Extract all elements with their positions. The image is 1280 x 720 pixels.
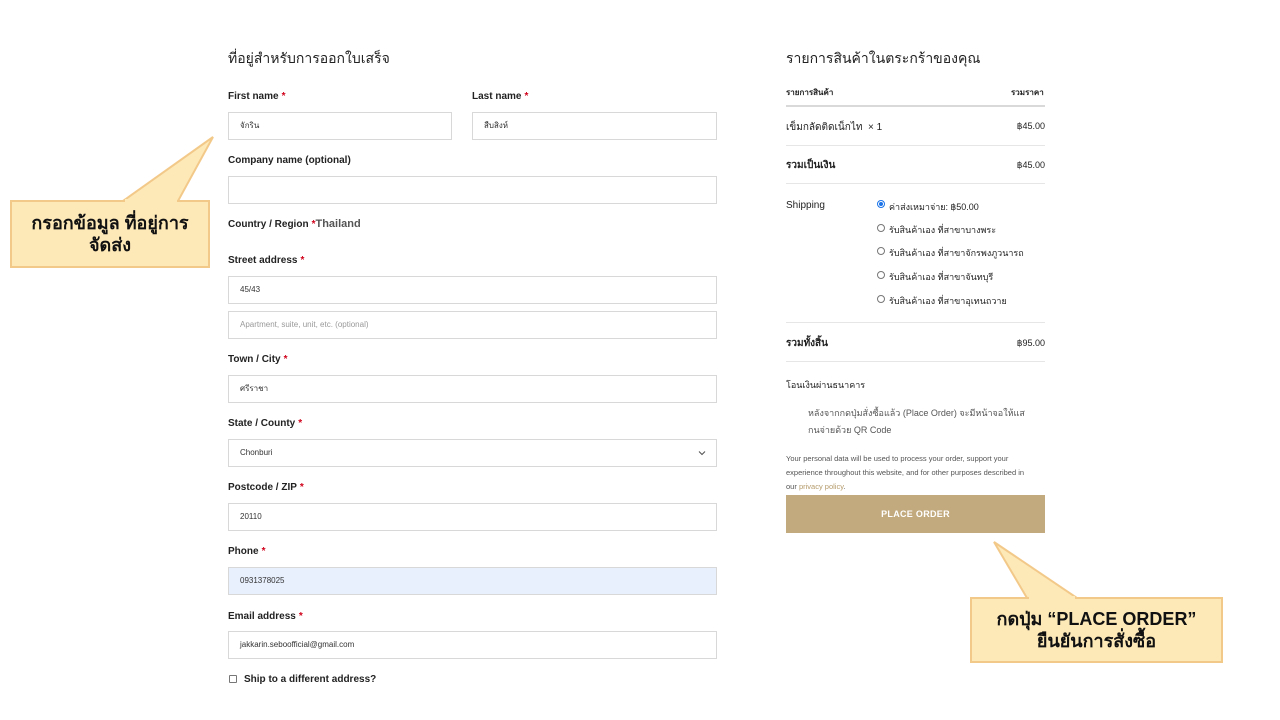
first-name-field[interactable]: จักริน bbox=[228, 112, 452, 140]
left-callout bbox=[10, 200, 210, 268]
left-callout-pointer bbox=[123, 137, 213, 201]
street-field[interactable]: 45/43 bbox=[228, 276, 717, 304]
postcode-field[interactable]: 20110 bbox=[228, 503, 717, 531]
shipping-option-label: รับสินค้าเอง ที่สาขาจันทบุรี bbox=[889, 272, 994, 282]
right-callout bbox=[970, 597, 1223, 663]
shipping-radio-pickup-uthenthawai[interactable] bbox=[877, 295, 885, 303]
cart-item-price: ฿45.00 bbox=[1016, 121, 1045, 131]
country-value: Thailand bbox=[315, 218, 361, 230]
total-value: ฿95.00 bbox=[1016, 338, 1045, 348]
right-callout-pointer bbox=[994, 542, 1077, 598]
country-label: Country / Region *Thailand bbox=[228, 218, 361, 230]
shipping-option-label: รับสินค้าเอง ที่สาขาบางพระ bbox=[889, 225, 997, 235]
right-callout-line1: กดปุ่ม “PLACE ORDER” bbox=[996, 609, 1197, 629]
street-line2-field[interactable]: Apartment, suite, unit, etc. (optional) bbox=[228, 311, 717, 339]
privacy-notice: Your personal data will be used to process your order, support your experience throughout this website, and for other purposes described in our privacy policy. bbox=[786, 454, 1025, 491]
subtotal-value: ฿45.00 bbox=[1016, 160, 1045, 170]
order-title: รายการสินค้าในตระกร้าของคุณ bbox=[786, 50, 981, 66]
subtotal-label: รวมเป็นเงิน bbox=[786, 160, 836, 171]
col-product-header: รายการสินค้า bbox=[786, 88, 834, 97]
phone-field[interactable]: 0931378025 bbox=[228, 567, 717, 595]
ship-different-checkbox[interactable] bbox=[229, 675, 237, 683]
privacy-policy-link[interactable]: privacy policy bbox=[798, 482, 844, 491]
postcode-label: Postcode / ZIP * bbox=[228, 482, 304, 493]
chevron-down-icon bbox=[698, 449, 706, 457]
left-callout-line1: กรอกข้อมูล ที่อยู่การ bbox=[31, 213, 189, 233]
shipping-radio-flat-rate[interactable] bbox=[877, 200, 885, 208]
divider bbox=[786, 183, 1045, 184]
ship-different-label: Ship to a different address? bbox=[244, 674, 377, 685]
left-callout-line2: จัดส่ง bbox=[88, 235, 131, 255]
town-label: Town / City * bbox=[228, 354, 288, 365]
last-name-field[interactable]: สืบสิงห์ bbox=[472, 112, 717, 140]
shipping-radio-pickup-chakkraphong[interactable] bbox=[877, 247, 885, 255]
divider bbox=[786, 322, 1045, 323]
divider bbox=[786, 361, 1045, 362]
right-callout-line2: ยืนยันการสั่งซื้อ bbox=[1036, 631, 1157, 651]
state-value: Chonburi bbox=[240, 448, 273, 457]
company-label: Company name (optional) bbox=[228, 155, 351, 166]
company-field[interactable] bbox=[228, 176, 717, 204]
phone-label: Phone * bbox=[228, 546, 266, 557]
shipping-radio-pickup-chanthaburi[interactable] bbox=[877, 271, 885, 279]
divider bbox=[786, 145, 1045, 146]
total-label: รวมทั้งสิ้น bbox=[786, 338, 828, 349]
street-label: Street address * bbox=[228, 255, 305, 266]
shipping-option-label: ค่าส่งเหมาจ่าย: ฿50.00 bbox=[889, 202, 979, 212]
state-select[interactable] bbox=[228, 439, 717, 467]
divider bbox=[786, 105, 1045, 107]
payment-description: หลังจากกดปุ่มสั่งซื้อแล้ว (Place Order) จะมีหน้าจอให้แส กนจ่ายด้วย QR Code bbox=[808, 408, 1025, 435]
billing-title: ที่อยู่สำหรับการออกใบเสร็จ bbox=[228, 50, 390, 66]
shipping-option-label: รับสินค้าเอง ที่สาขาจักรพงภูวนารถ bbox=[889, 248, 1024, 258]
shipping-radio-pickup-bangphra[interactable] bbox=[877, 224, 885, 232]
state-label: State / County * bbox=[228, 418, 303, 429]
email-label: Email address * bbox=[228, 611, 303, 622]
shipping-option-label: รับสินค้าเอง ที่สาขาอุเทนถวาย bbox=[889, 296, 1007, 306]
email-field[interactable]: jakkarin.seboofficial@gmail.com bbox=[228, 631, 717, 659]
last-name-label: Last name * bbox=[472, 91, 529, 102]
first-name-label: First name * bbox=[228, 91, 286, 102]
place-order-button[interactable]: PLACE ORDER bbox=[786, 495, 1045, 533]
payment-method-label: โอนเงินผ่านธนาคาร bbox=[786, 380, 866, 390]
town-field[interactable]: ศรีราชา bbox=[228, 375, 717, 403]
col-total-header: รวมราคา bbox=[1011, 88, 1044, 97]
cart-item: เข็มกลัดติดเน็กไท × 1 bbox=[786, 122, 883, 133]
shipping-label: Shipping bbox=[786, 200, 825, 211]
